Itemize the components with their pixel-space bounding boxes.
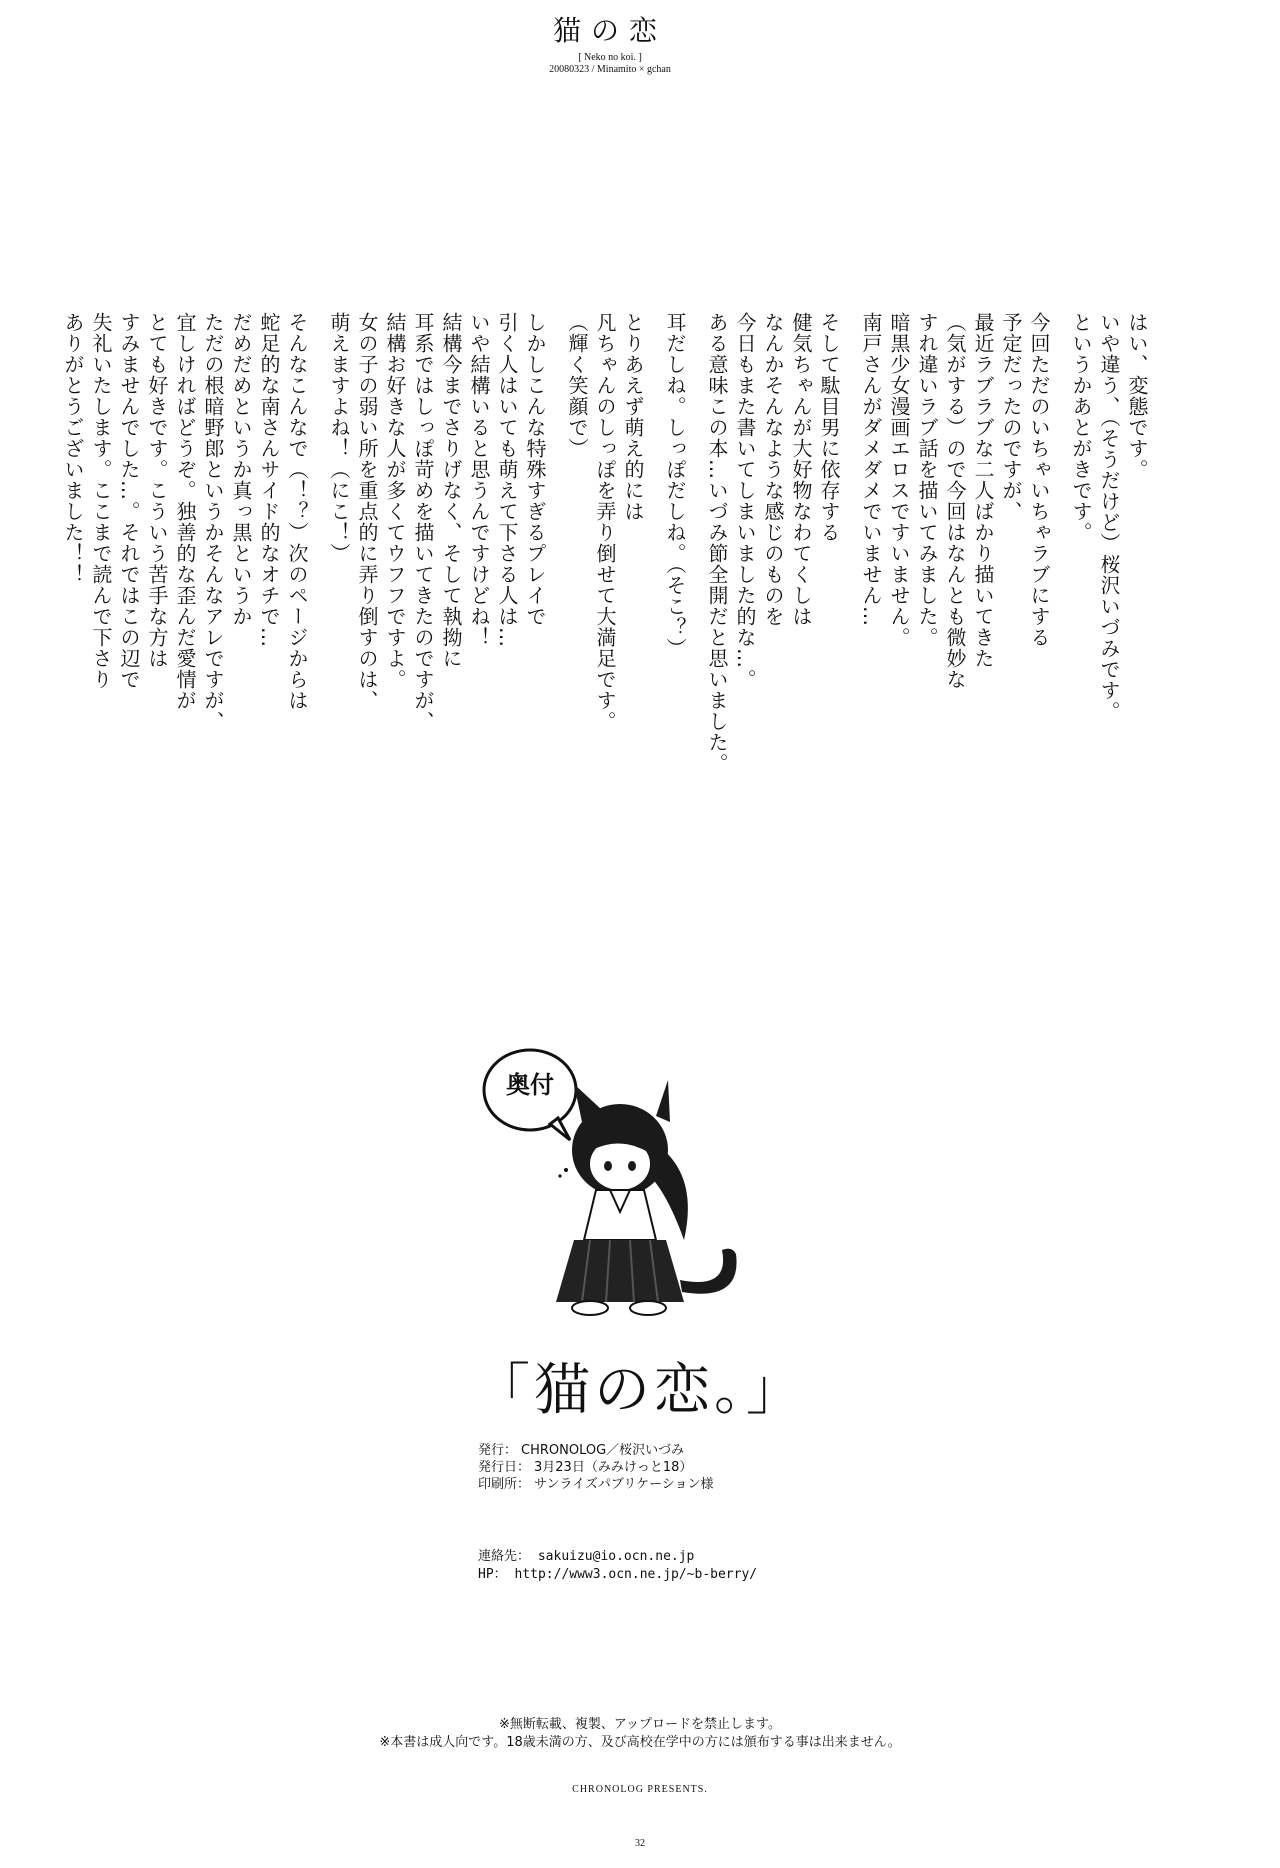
afterword-line: 結構お好きな人が多くてウフフですよ。 [383,312,407,690]
afterword-line: 宜しければどうぞ。独善的な歪んだ愛情が [173,312,197,711]
notice-copy-prohibited: ※無断転載、複製、アップロードを禁止します。 [499,1717,781,1732]
afterword-line: ある意味この本…いづみ節全開だと思いました。 [705,312,729,774]
afterword-paragraph [326,312,548,852]
afterword-line: だめだめというか真っ黒というか [229,312,253,627]
afterword-line: 萌えますよね！（にこ！） [327,312,351,564]
afterword-line: 結構今までさりげなく、そして執拗に [439,312,463,669]
afterword-line: ただの根暗野郎というかそんなアレですが、 [201,312,225,732]
contact-email: sakuizu@io.ocn.ne.jp [537,1549,695,1564]
afterword-line: 最近ラブラブな二人ばかり描いてきた [971,312,995,669]
afterword-paragraph [858,312,1052,852]
afterword-line: 耳だしね。しっぽだしね。（そこ？） [663,312,687,659]
afterword-line: 健気ちゃんが大好物なわてくしは [789,312,813,627]
afterword-line: 女の子の弱い所を重点的に弄り倒すのは、 [355,312,379,711]
afterword-line: 耳系ではしっぽ苛めを描いてきたのですが、 [411,312,435,732]
afterword-line: 今回ただのいちゃいちゃラブにする [1027,312,1051,648]
afterword-line: なんかそんなような感じのものを [761,312,785,627]
publisher-label: 発行： [478,1443,518,1458]
afterword-line: いや違う、（そうだけど）桜沢いづみです。 [1097,312,1121,722]
colophon [478,1442,714,1493]
afterword-paragraph [1068,312,1150,852]
legal-notices [340,1716,940,1752]
afterword-line: 今日もまた書いてしまいました的な…。 [733,312,757,690]
publisher-value: CHRONOLOG／桜沢いづみ [521,1443,685,1458]
contact-label: 連絡先： [478,1549,531,1564]
afterword-line: 失礼いたします。ここまで読んで下さり [89,312,113,690]
afterword-line: すみませんでした…。それではこの辺で [117,312,141,690]
afterword-line: いや結構いると思うんですけどね！ [467,312,491,648]
date-label: 発行日： [478,1460,531,1475]
printer-value: サンライズパブリケーション様 [534,1477,714,1492]
afterword-line: とても好きです。こういう苦手な方は [145,312,169,669]
afterword-line: ありがとうございました！！ [61,312,85,585]
afterword-line: はい、変態です。 [1125,312,1149,480]
afterword-line: 南戸さんがダメダメでいません… [859,312,883,627]
afterword-line: すれ違いラブ話を描いてみました。 [915,312,939,648]
afterword-paragraph [704,312,842,852]
afterword-line: 凡ちゃんのしっぽを弄り倒せて大満足です。 [593,312,617,732]
afterword-line: 暗黒少女漫画エロスですいません。 [887,312,911,648]
speech-bubble-text: 奥付 [506,1070,554,1099]
afterword-paragraph [564,312,646,852]
title-credit: 20080323 / Minamito × gchan [549,64,671,75]
mascot-illustration [470,1040,770,1330]
afterword-text [60,312,1150,852]
presents-credit: CHRONOLOG PRESENTS. [572,1784,708,1795]
homepage-url: http://www3.ocn.ne.jp/~b-berry/ [514,1567,758,1582]
contact-email-row [478,1548,757,1566]
contact-info [478,1548,757,1584]
date-value: 3月23日（みみけっと18） [534,1460,693,1475]
title-romaji: [ Neko no koi. ] [578,52,642,63]
afterword-line: （気がする）ので今回はなんとも微妙な [943,312,967,690]
afterword-line: しかしこんな特殊すぎるプレイで [523,312,547,627]
afterword-line: （輝く笑顔で） [565,312,589,459]
afterword-line: 予定だったのですが、 [999,312,1023,522]
afterword-paragraph [662,312,688,852]
page-header [480,14,740,76]
afterword-line: そんなこんなで（！？）次のページからは [285,312,309,711]
page-number: 32 [635,1838,645,1849]
afterword-line: そして駄目男に依存する [817,312,841,543]
afterword-paragraph [60,312,310,852]
colophon-publisher [478,1442,714,1459]
afterword-line: というかあとがきです。 [1069,312,1093,543]
printer-label: 印刷所： [478,1477,531,1492]
book-title: 「猫の恋。」 [474,1358,806,1423]
page-title: 猫の恋 [552,14,667,47]
colophon-printer [478,1476,714,1493]
afterword-line: 引く人はいても萌えて下さる人は… [495,312,519,648]
homepage-label: HP： [478,1567,507,1582]
notice-adults-only: ※本書は成人向です。18歳未満の方、及び高校在学中の方には頒布する事は出来ません。 [379,1735,901,1750]
homepage-row [478,1566,757,1584]
afterword-line: 蛇足的な南さんサイド的なオチで… [257,312,281,648]
colophon-date [478,1459,714,1476]
afterword-line: とりあえず萌え的には [621,312,645,522]
